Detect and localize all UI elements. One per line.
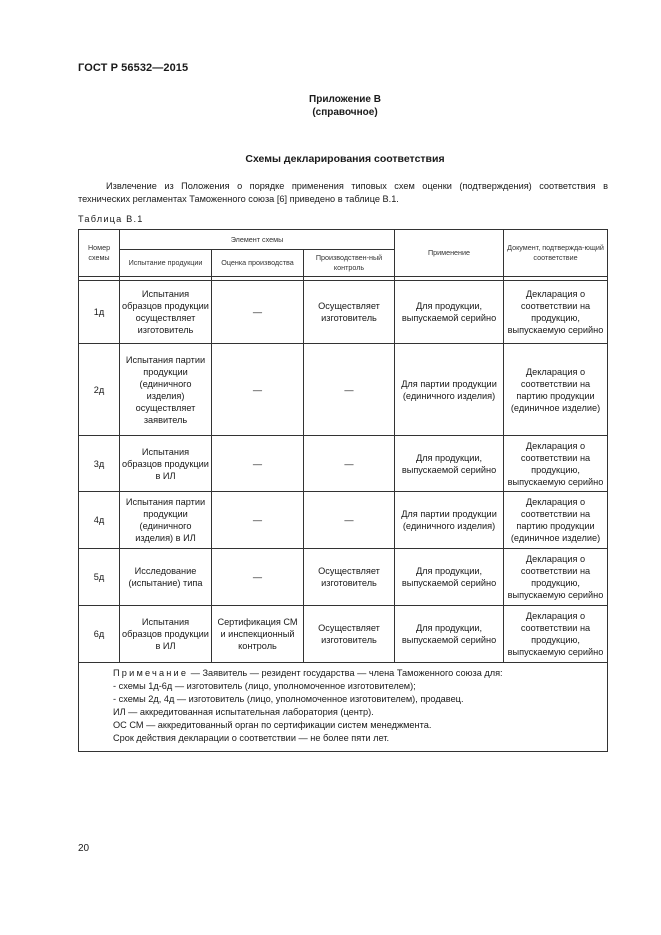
standard-number: ГОСТ Р 56532—2015 [78, 62, 189, 74]
document-cell: Декларация о соответствии на продукцию, выпускаемую серийно [504, 436, 608, 492]
table-label: Таблица В.1 [78, 214, 144, 224]
scheme-number: 5д [79, 549, 120, 606]
note-first-line [113, 667, 603, 680]
appendix-subtitle: (справочное) [312, 107, 378, 118]
header-product-testing: Испытание продукции [120, 250, 212, 277]
table-row [79, 281, 608, 344]
table-row [79, 344, 608, 436]
scheme-number: 6д [79, 606, 120, 663]
document-cell: Декларация о соответствии на продукцию, выпускаемую серийно [504, 606, 608, 663]
section-title: Схемы декларирования соответствия [245, 153, 445, 165]
table-row [79, 549, 608, 606]
header-scheme-number: Номер схемы [79, 230, 120, 277]
header-document: Документ, подтвержда-ющий соответствие [504, 230, 608, 277]
application-cell: Для продукции, выпускаемой серийно [395, 281, 504, 344]
note-line: - схемы 1д-6д — изготовитель (лицо, уполномоченное изготовителем); [113, 681, 416, 691]
production-control-cell: Осуществляет изготовитель [304, 606, 395, 663]
scheme-number: 1д [79, 281, 120, 344]
note-line: Срок действия декларации о соответствии — не более пяти лет. [113, 733, 390, 743]
document-cell: Декларация о соответствии на партию продукции (единичное изделие) [504, 492, 608, 549]
application-cell: Для продукции, выпускаемой серийно [395, 606, 504, 663]
document-cell: Декларация о соответствии на партию продукции (единичное изделие) [504, 344, 608, 436]
scheme-number: 2д [79, 344, 120, 436]
product-testing-cell: Исследование (испытание) типа [120, 549, 212, 606]
document-cell: Декларация о соответствии на продукцию, выпускаемую серийно [504, 281, 608, 344]
note-label: Примечание [113, 668, 189, 678]
header-element-group: Элемент схемы [120, 230, 395, 250]
application-cell: Для партии продукции (единичного изделия) [395, 344, 504, 436]
header-application: Применение [395, 230, 504, 277]
scheme-number: 4д [79, 492, 120, 549]
product-testing-cell: Испытания партии продукции (единичного изделия) в ИЛ [120, 492, 212, 549]
note-line: - схемы 2д, 4д — изготовитель (лицо, уполномоченное изготовителем), продавец. [113, 694, 464, 704]
note-intro-text: — Заявитель — резидент государства — члена Таможенного союза для: [188, 668, 503, 678]
production-control-cell: — [304, 436, 395, 492]
production-assessment-cell: — [212, 492, 304, 549]
product-testing-cell: Испытания образцов продукции осуществляет изготовитель [120, 281, 212, 344]
note-line: ОС СМ — аккредитованный орган по сертификации систем менеджмента. [113, 720, 432, 730]
intro-paragraph: Извлечение из Положения о порядке применения типовых схем оценки (подтверждения) соответствия в технических регламентах Таможенного союза [6] приведено в таблице В.1. [78, 181, 608, 204]
product-testing-cell: Испытания партии продукции (единичного изделия) осуществляет заявитель [120, 344, 212, 436]
production-control-cell: — [304, 492, 395, 549]
production-assessment-cell: — [212, 281, 304, 344]
header-production-assessment: Оценка производства [212, 250, 304, 277]
note-line: ИЛ — аккредитованная испытательная лаборатория (центр). [113, 707, 374, 717]
production-assessment-cell: — [212, 344, 304, 436]
application-cell: Для продукции, выпускаемой серийно [395, 436, 504, 492]
header-production-control: Производствен-ный контроль [304, 250, 395, 277]
production-control-cell: — [304, 344, 395, 436]
declaration-schemes-table [78, 229, 608, 752]
production-assessment-cell: Сертификация СМ и инспекционный контроль [212, 606, 304, 663]
appendix-heading [0, 93, 661, 119]
application-cell: Для партии продукции (единичного изделия) [395, 492, 504, 549]
table-row [79, 492, 608, 549]
production-control-cell: Осуществляет изготовитель [304, 281, 395, 344]
product-testing-cell: Испытания образцов продукции в ИЛ [120, 436, 212, 492]
appendix-title: Приложение В [309, 94, 381, 105]
table-row [79, 606, 608, 663]
production-assessment-cell: — [212, 549, 304, 606]
application-cell: Для продукции, выпускаемой серийно [395, 549, 504, 606]
scheme-number: 3д [79, 436, 120, 492]
notes-row [79, 663, 608, 752]
production-control-cell: Осуществляет изготовитель [304, 549, 395, 606]
page-number: 20 [78, 843, 90, 854]
table-row [79, 436, 608, 492]
table-notes [79, 663, 608, 752]
product-testing-cell: Испытания образцов продукции в ИЛ [120, 606, 212, 663]
document-cell: Декларация о соответствии на продукцию, выпускаемую серийно [504, 549, 608, 606]
production-assessment-cell: — [212, 436, 304, 492]
